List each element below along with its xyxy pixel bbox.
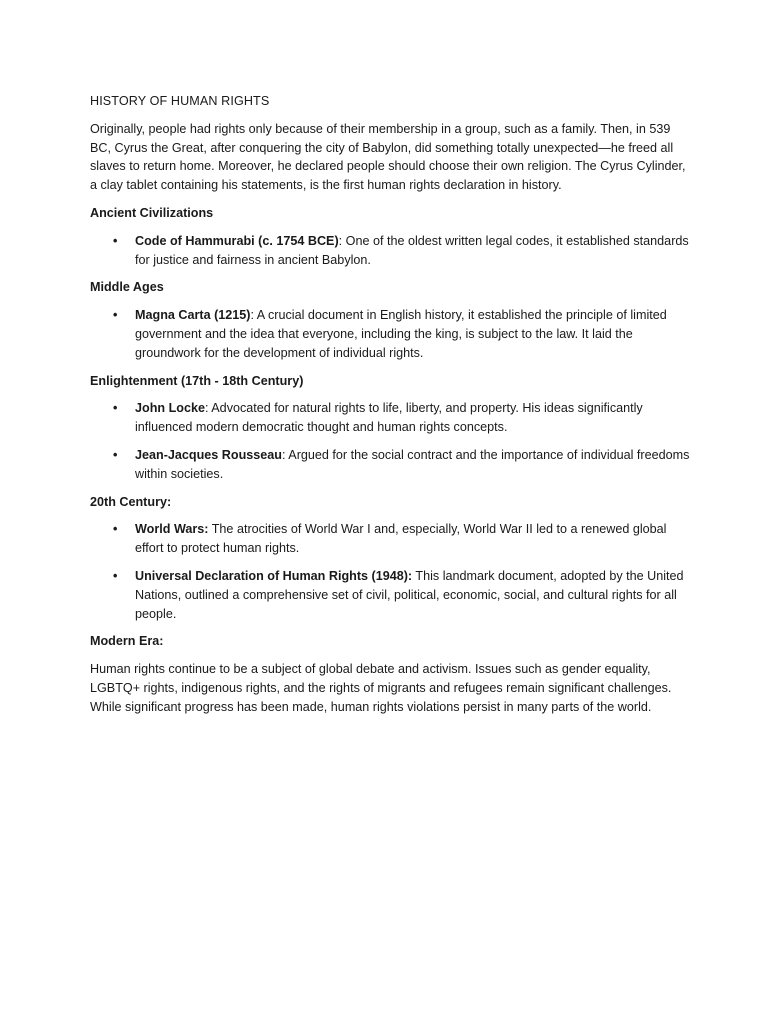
bullet-icon: • <box>113 308 118 323</box>
bullet-icon: • <box>113 568 118 583</box>
intro-paragraph: Originally, people had rights only because of their membership in a group, such as a family. Then, in 539 BC, Cyrus the Great, after conquering the city of Babylon, did something totally unexpected—he freed all slaves to return home. Moreover, he declared people should choose their own religion. The Cyrus Cylinder, a clay tablet containing his statements, is the first human rights declaration in history. <box>90 121 686 193</box>
document-page <box>90 92 690 726</box>
list-item-text: : One of the oldest written legal codes, it established standards for justice and fairness in ancient Babylon. <box>135 233 689 267</box>
list-item-term: Jean-Jacques Rousseau <box>135 447 282 462</box>
list-item <box>90 567 690 623</box>
list-item-term: Magna Carta (1215) <box>135 308 251 323</box>
list-item-text: The atrocities of World War I and, especially, World War II led to a renewed global effort to protect human rights. <box>135 522 667 556</box>
list-item-text: : A crucial document in English history, it established the principle of limited government and the idea that everyone, including the king, is subject to the law. It laid the groundwork for the development of individual rights. <box>135 308 667 360</box>
list-item <box>90 520 690 558</box>
list-item <box>90 306 690 362</box>
bullet-icon: • <box>113 233 118 248</box>
list-item-term: World Wars: <box>135 522 209 537</box>
list-item-term: Universal Declaration of Human Rights (1948): <box>135 568 413 583</box>
bullet-list-20th-century <box>90 520 690 623</box>
section-heading-middle-ages: Middle Ages <box>90 280 164 295</box>
list-item-text: : Advocated for natural rights to life, liberty, and property. His ideas significantly influenced modern democratic thought and human rights concepts. <box>135 401 643 435</box>
list-item <box>90 232 690 270</box>
modern-era-paragraph: Human rights continue to be a subject of global debate and activism. Issues such as gender equality, LGBTQ+ rights, indigenous rights, and the rights of migrants and refugees remain significant challenges. While significant progress has been made, human rights violations persist in many parts of the world. <box>90 662 672 714</box>
bullet-icon: • <box>113 401 118 416</box>
bullet-list-middle-ages <box>90 306 690 362</box>
section-heading-modern-era: Modern Era: <box>90 634 164 649</box>
list-item-term: Code of Hammurabi (c. 1754 BCE) <box>135 233 339 248</box>
bullet-list-enlightenment <box>90 399 690 483</box>
bullet-icon: • <box>113 447 118 462</box>
list-item-text: : Argued for the social contract and the importance of individual freedoms within societies. <box>135 447 690 481</box>
list-item-text: This landmark document, adopted by the United Nations, outlined a comprehensive set of civil, political, economic, social, and cultural rights for all people. <box>135 568 684 621</box>
section-heading-enlightenment: Enlightenment (17th - 18th Century) <box>90 373 304 388</box>
document-title: HISTORY OF HUMAN RIGHTS <box>90 94 270 108</box>
section-heading-20th-century: 20th Century: <box>90 494 172 509</box>
bullet-list-ancient-civilizations <box>90 232 690 270</box>
list-item-term: John Locke <box>135 401 205 416</box>
bullet-icon: • <box>113 522 118 537</box>
list-item <box>90 399 690 437</box>
section-heading-ancient-civilizations: Ancient Civilizations <box>90 205 214 220</box>
list-item <box>90 446 690 484</box>
